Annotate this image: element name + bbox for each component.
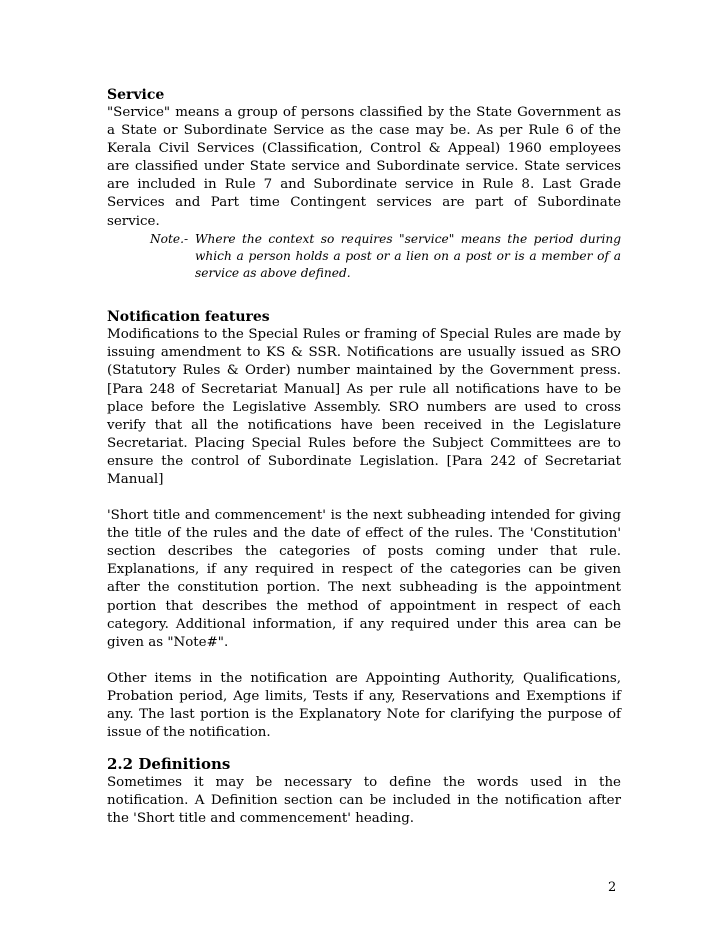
spacer bbox=[107, 489, 621, 507]
notification-paragraph-3: Other items in the notification are Appointing Authority, Qualifications, Probation period, Age limits, Tests if any, Reservations and Exemptions if any. The last portion is the Explanatory Note for clarifying the purpose of issue of the notification. bbox=[107, 670, 621, 741]
definitions-paragraph: Sometimes it may be necessary to define the words used in the notification. A Definition section can be included in the notification after the 'Short title and commencement' heading. bbox=[107, 775, 621, 827]
notification-paragraph-1: Modifications to the Special Rules or framing of Special Rules are made by issuing amendment to KS & SSR. Notifications are usually issued as SRO (Statutory Rules & Order) number maintained by the Government press. [Para 248 of Secretariat Manual] As per rule all notifications have to be place before the Legislative Assembly. SRO numbers are used to cross verify that all the notifications have been received in the Legislature Secretariat. Placing Special Rules before the Subject Committees are to ensure the control of Subordinate Legislation. [Para 242 of Secretariat Manual] bbox=[107, 327, 621, 488]
notification-paragraph-2: 'Short title and commencement' is the next subheading intended for giving the title of the rules and the date of effect of the rules. The 'Constitution' section describes the categories of posts coming under that rule. Explanations, if any required in respect of the categories can be given after the constitution portion. The next subheading is the appointment portion that describes the method of appointment in respect of each category. Additional information, if any required under this area can be given as "Note#". bbox=[107, 508, 621, 650]
service-note bbox=[150, 231, 621, 283]
note-text: Where the context so requires "service" means the period during which a person holds a post or a lien on a post or is a member of a service as above defined. bbox=[195, 231, 621, 281]
spacer bbox=[107, 282, 621, 308]
spacer bbox=[107, 652, 621, 670]
spacer bbox=[107, 742, 621, 754]
document-page bbox=[107, 86, 621, 829]
section-heading-service: Service bbox=[107, 87, 165, 103]
page-number: 2 bbox=[608, 880, 617, 895]
note-label: Note.- bbox=[150, 231, 189, 246]
service-paragraph: "Service" means a group of persons classified by the State Government as a State or Subordinate Service as the case may be. As per Rule 6 of the Kerala Civil Services (Classification, Control & Appeal) 1960 employees are classified under State service and Subordinate service. State services are included in Rule 7 and Subordinate service in Rule 8. Last Grade Services and Part time Contingent services are part of Subordinate service. bbox=[107, 105, 621, 229]
section-heading-notification: Notification features bbox=[107, 309, 270, 326]
section-heading-definitions: 2.2 Definitions bbox=[107, 755, 231, 774]
